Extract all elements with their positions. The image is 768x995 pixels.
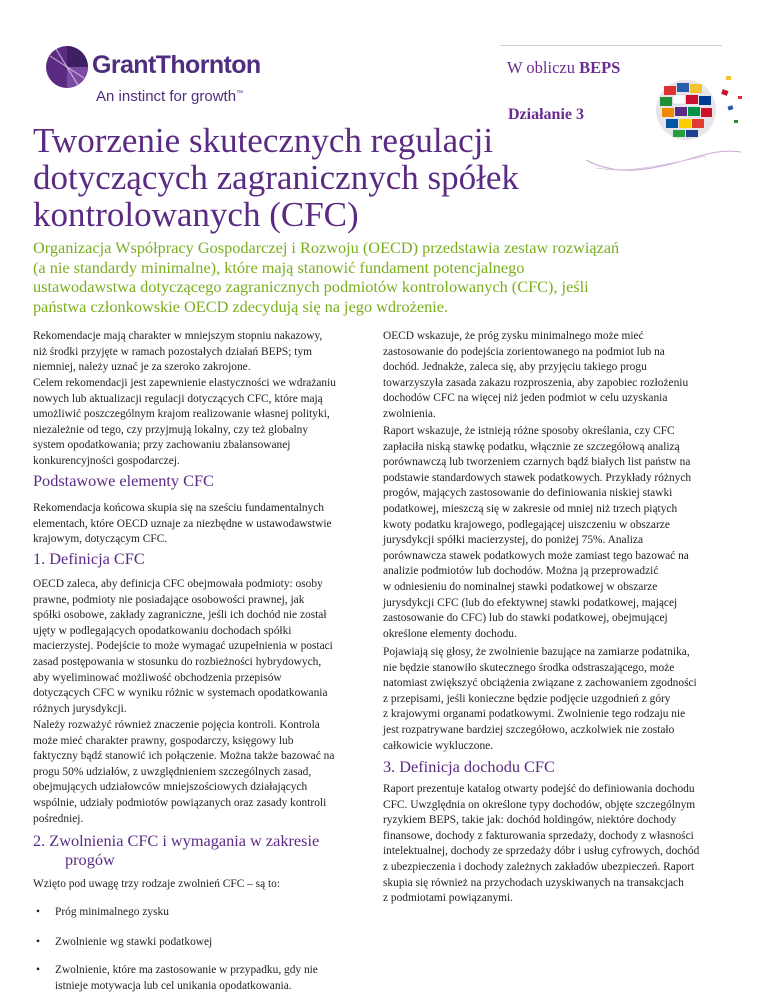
action-label: Działanie 3 [508, 106, 584, 123]
lead-paragraph: Organizacja Współpracy Gospodarczej i Rozwoju (OECD) przedstawia zestaw rozwiązań (a nie standardy minimalne), które mają stanowić fundament potencjalnego ustawodawstwa dotyczącego zagranicznych podmiotów kontrolowanych (CFC), jeśli państwa członkowskie OECD zdecydują się na jego wdrożenie. [33, 238, 620, 316]
header-divider [500, 45, 722, 46]
logo-tagline: An instinct for growth™ [96, 88, 244, 105]
page-title: Tworzenie skutecznych regulacji dotyczących zagranicznych spółek kontrolowanych (CFC) [33, 121, 519, 234]
logo-wordmark: GrantThornton [92, 51, 261, 79]
right-paragraph-1: OECD wskazuje, że próg zysku minimalnego może mieć zastosowanie do podejścia zorientowanego na podmiot lub na dochód. Jednakże, zaleca się, aby przyjęciu takiego progu towarzyszyła zasada zakazu rozproszenia, aby zapobiec rozłożeniu dochodów CFC na więcej niż jeden podmiot w celu uzyskania zwolnienia. [383, 330, 689, 420]
heading-exemptions-thresholds: 2. Zwolnienia CFC i wymagania w zakresie progów [33, 831, 320, 869]
bullet-icon: • [36, 964, 40, 976]
bullet-icon: • [36, 906, 40, 918]
left-paragraph-6: Wzięto pod uwagę trzy rodzaje zwolnień CFC – są to: [33, 878, 281, 890]
bullet-icon: • [36, 936, 40, 948]
logo-mark-icon [46, 46, 88, 88]
left-paragraph-4: OECD zaleca, aby definicja CFC obejmowała podmioty: osoby prawne, podmioty nie posiadające osobowości prawnej, jak spółki osobowe, zakłady zagraniczne, jeśli ich dochód nie został ujęty w podlegających opodatkowaniu dochodach spółki macierzystej. Podejście to może wymagać uzupełnienia w postaci zasad postępowania w stosunku do rozbieżności hybrydowych, aby wyeliminować możliwość obchodzenia przepisów dotyczących CFC w wyniku różnic w systemach opodatkowania różnych jurysdykcji. [33, 578, 333, 715]
right-paragraph-2: Raport wskazuje, że istnieją różne sposoby określania, czy CFC zapłaciła niską stawkę podatku, włącznie ze szczegółową analizą porównawczą lub tworzeniem czarnych bądź białych list państw na podstawie standardowych stawek podatkowych. Przykłady różnych progów, mających zastosowanie do definiowania niskiej stawki podatkowej, mieszczą się w zakresie od mniej niż trzech piątych kwoty podatku krajowego, podlegającej uiszczeniu w obszarze jurysdykcji spółki macierzystej, do poniżej 75%. Analiza porównawcza stawek podatkowych może zamiast tego bazować na analizie podmiotów lub dochodów. Można ją przeprowadzić w odniesieniu do nominalnej stawki podatkowej w obszarze jurysdykcji CFC (lub do efektywnej stawki podatkowej, mającej zastosowanie do CFC) lub do stawki podatkowej, obejmującej określone elementy dochodu. [383, 425, 692, 640]
list-item: • Próg minimalnego zysku [36, 905, 366, 921]
heading-cfc-definition: 1. Definicja CFC [33, 549, 145, 568]
globe-icon [656, 80, 716, 140]
list-item: • Zwolnienie, które ma zastosowanie w przypadku, gdy nie istnieje motywacja lub cel unikania opodatkowania. [36, 964, 318, 992]
series-title: W obliczu BEPS [507, 58, 621, 77]
list-item: • Zwolnienie wg stawki podatkowej [36, 935, 366, 951]
right-paragraph-3: Pojawiają się głosy, że zwolnienie bazujące na zamiarze podatnika, nie będzie stanowiło skutecznego środka odstraszającego, może natomiast zwiększyć obciążenia związane z zachowaniem zgodności z przepisami, jeśli konieczne będzie podjęcie uzgodnień z góry z krajowymi organami podatkowymi. Zwolnienie tego rodzaju nie jest rozpatrywane bardziej szczegółowo, aczkolwiek nie zostało całkowicie wykluczone. [383, 646, 697, 752]
left-paragraph-5: Należy rozważyć również znaczenie pojęcia kontroli. Kontrola może mieć charakter prawny, gospodarczy, księgowy lub faktyczny bądź stanowić ich połączenie. Można także bazować na progu 50% udziałów, z uwzględnieniem szczególnych zasad, obejmujących udziałowców mniejszościowych działających wspólnie, udziały podmiotów powiązanych oraz zasady kontroli pośredniej. [33, 719, 335, 825]
heading-income-definition: 3. Definicja dochodu CFC [383, 757, 555, 776]
heading-core-elements: Podstawowe elementy CFC [33, 471, 214, 490]
left-paragraph-2: Celem rekomendacji jest zapewnienie elastyczności we wdrażaniu nowych lub aktualizacji regulacji dotyczących CFC, które mają umożliwić poszczególnym krajom realizowanie własnej polityki, niezależnie od tego, czy przyjmują lokalny, czy też globalny system opodatkowania; przy zachowaniu zbalansowanej konkurencyjności gospodarczej. [33, 377, 336, 467]
right-paragraph-4: Raport prezentuje katalog otwarty podejść do definiowania dochodu CFC. Uwzględnia on określone typy dochodów, objęte szczególnym ryzykiem BEPS, takie jak: dochód holdingów, niektóre dochody finansowe, dochody z fakturowania sprzedaży, dochody z własności intelektualnej, dochody ze sprzedaży dóbr i usług cyfrowych, dochód z ubezpieczenia i dochody zależnych zakładów ubezpieczeń. Raport skupia się również na przychodach uzyskiwanych na transakcjach z podmiotami powiązanymi. [383, 783, 700, 905]
left-paragraph-3: Rekomendacja końcowa skupia się na sześciu fundamentalnych elementach, które OECD uznaje za niezbędne w ustawodawstwie krajowym, dotyczącym CFC. [33, 502, 332, 546]
left-paragraph-1: Rekomendacje mają charakter w mniejszym stopniu nakazowy, niż środki przyjęte w ramach pozostałych działań BEPS; tym niemniej, należy uznać je za szeroko zakrojone. [33, 330, 323, 374]
